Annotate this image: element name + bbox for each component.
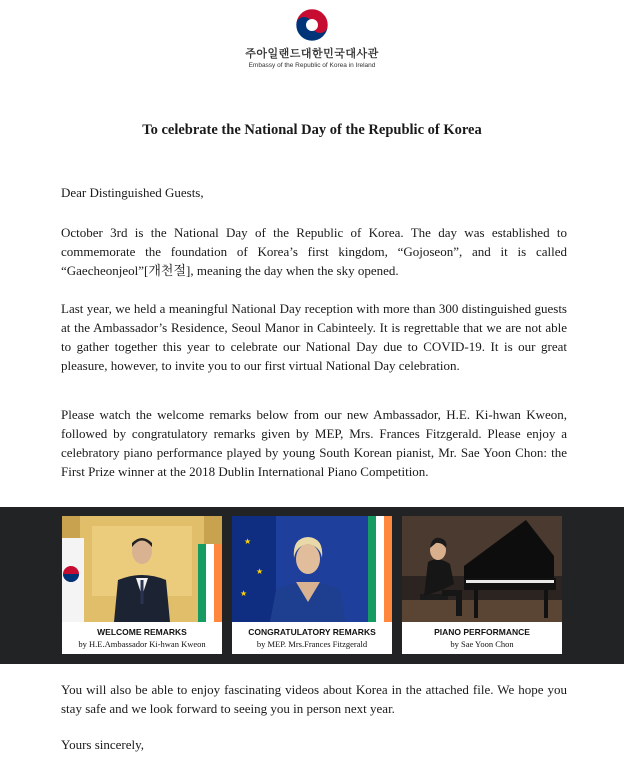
svg-text:★: ★: [240, 589, 248, 598]
paragraph-last-year: Last year, we held a meaningful National Day reception with more than 300 distinguished guests at the Ambassador’s Residence, Seoul Manor in Cabinteely. It is regrettable that we are not able to gather together this year to celebrate our National Day due to COVID-19. It is our great pleasure, however, to invite you to our first virtual National Day celebration.: [61, 301, 567, 373]
taegeuk-emblem-icon: [295, 8, 329, 42]
embassy-name-korean: 주아일랜드대한민국대사관: [245, 47, 379, 60]
paragraph-national-day: October 3rd is the National Day of the Republic of Korea. The day was established to commemorate the foundation of Korea’s first kingdom, “Gojoseon”, and it is called “Gaecheonjeol”[개천절], meaning the day when the sky opened.: [61, 225, 567, 278]
sign-off: Yours sincerely,: [61, 737, 145, 752]
svg-text:★: ★: [256, 567, 264, 576]
paragraph-closing: You will also be able to enjoy fascinating videos about Korea in the attached file. We hope you stay safe and we look forward to seeing you in person next year.: [61, 682, 567, 716]
embassy-name-english: Embassy of the Republic of Korea in Ireland: [248, 62, 376, 69]
video-band: [0, 507, 624, 664]
paragraph-videos-intro: Please watch the welcome remarks below from our new Ambassador, H.E. Ki-hwan Kweon, followed by congratulatory remarks given by MEP, Mrs. Frances Fitzgerald. Please enjoy a celebratory piano performance played by young South Korean pianist, Mr. Sae Yoon Chon: the First Prize winner at the 2018 Dublin International Piano Competition.: [61, 407, 567, 479]
video-thumbnail-welcome[interactable]: [62, 516, 222, 622]
video-card-congratulatory[interactable]: [232, 516, 392, 654]
video-subtitle-piano: by Sae Yoon Chon: [450, 639, 514, 649]
letter-title: To celebrate the National Day of the Republic of Korea: [142, 122, 482, 138]
mep-speaking-image: [232, 516, 392, 622]
video-subtitle-welcome: by H.E.Ambassador Ki-hwan Kweon: [78, 639, 206, 649]
pianist-performing-image: [402, 516, 562, 622]
video-title-congratulatory: CONGRATULATORY REMARKS: [248, 627, 376, 637]
video-thumbnail-piano[interactable]: [402, 516, 562, 622]
svg-text:★: ★: [244, 537, 252, 546]
video-subtitle-congratulatory: by MEP. Mrs.Frances Fitzgerald: [256, 639, 368, 649]
embassy-header: [0, 8, 624, 69]
video-title-welcome: WELCOME REMARKS: [97, 627, 187, 637]
video-card-piano[interactable]: [402, 516, 562, 654]
video-card-welcome[interactable]: [62, 516, 222, 654]
salutation: Dear Distinguished Guests,: [61, 185, 204, 200]
ambassador-speaking-image: [62, 516, 222, 622]
video-thumbnail-congratulatory[interactable]: [232, 516, 392, 622]
video-title-piano: PIANO PERFORMANCE: [434, 627, 530, 637]
